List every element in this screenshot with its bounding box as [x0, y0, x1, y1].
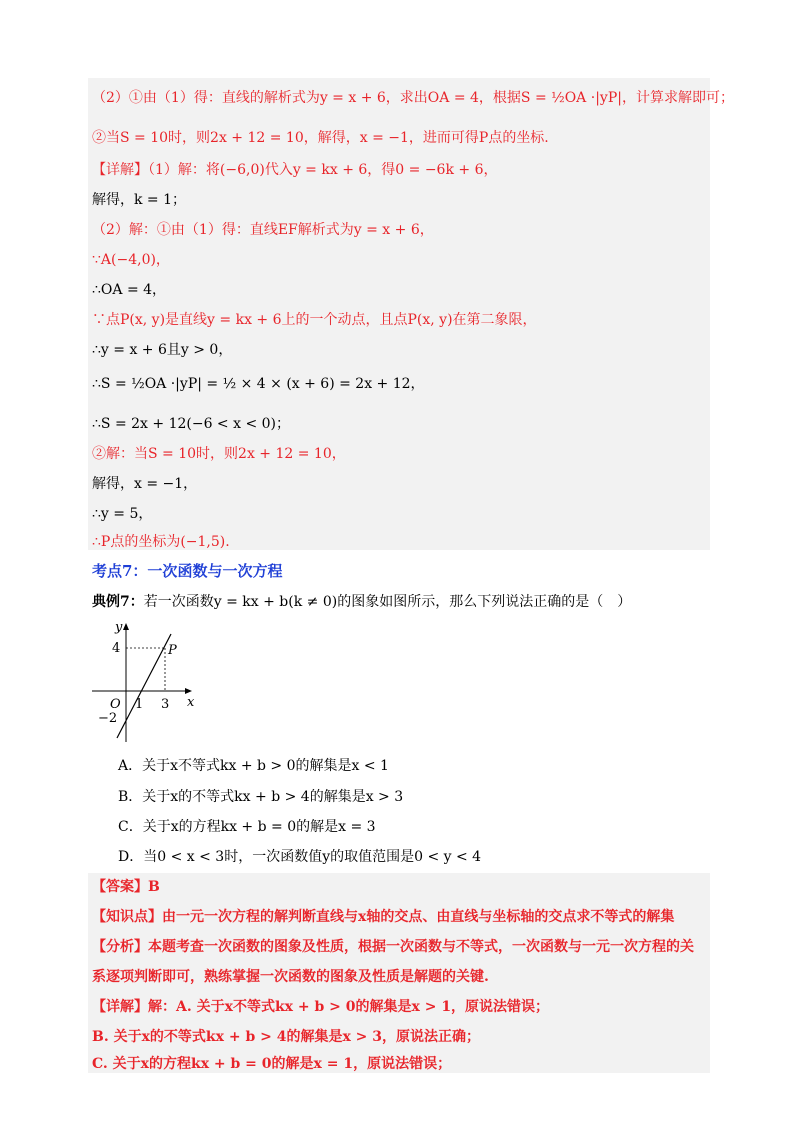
x-tick-3: 3: [161, 697, 170, 712]
analysis-line-cont: 系逐项判断即可，熟练掌握一次函数的图象及性质是解题的关键.: [92, 969, 489, 985]
point-p-label: P: [168, 643, 177, 658]
y-axis-arrow: [123, 623, 129, 630]
function-graph: [88, 614, 208, 744]
answer-detail-a: 【详解】解：A. 关于x不等式kx + b > 0的解集是x > 1，原说法错误；: [92, 999, 550, 1015]
detail-line-7: ∴y = x + 6且y > 0，: [92, 342, 233, 358]
detail-line-12: ∴y = 5，: [92, 506, 153, 522]
y-axis-label: y: [115, 620, 123, 635]
example-text: 若一次函数y = kx + b(k ≠ 0)的图象如图所示，那么下列说法正确的是（ ）: [143, 594, 632, 610]
answer-line: 【答案】B: [92, 879, 160, 895]
x-axis-label: x: [187, 695, 195, 710]
analysis-line-2: （2）①由（1）得：直线的解析式为y = x + 6，求出OA = 4，根据S = ½OA ·|yP|，计算求解即可；: [92, 90, 734, 106]
option-c: C．关于x的方程kx + b = 0的解是x = 3: [118, 819, 376, 835]
detail-line-3: （2）解：①由（1）得：直线EF解析式为y = x + 6，: [92, 222, 434, 238]
y-tick-minus-2: −2: [98, 711, 118, 726]
option-a: A．关于x不等式kx + b > 0的解集是x < 1: [118, 758, 389, 774]
detail-line-4: ∵A(−4,0)，: [92, 252, 170, 268]
section-title: 考点7：一次函数与一次方程: [92, 562, 283, 580]
analysis-line-3: ②当S = 10时，则2x + 12 = 10，解得，x = −1，进而可得P点的坐标.: [92, 130, 549, 146]
x-axis-arrow: [185, 688, 192, 694]
detail-line-2: 解得，k = 1；: [92, 192, 187, 208]
analysis-line-1: 【分析】本题考查一次函数的图象及性质，根据一次函数与不等式，一次函数与一元一次方程的关: [92, 939, 694, 955]
detail-line-1: 【详解】（1）解：将(−6,0)代入y = kx + 6，得0 = −6k + 6，: [92, 162, 498, 178]
example-label: 典例7：: [92, 594, 144, 610]
detail-line-10: ②解：当S = 10时，则2x + 12 = 10，: [92, 446, 346, 462]
answer-detail-c: C. 关于x的方程kx + b = 0的解是x = 1，原说法错误；: [92, 1056, 452, 1072]
detail-line-5: ∴OA = 4，: [92, 282, 167, 298]
x-tick-1: 1: [135, 697, 144, 712]
detail-line-8: ∴S = ½OA ·|yP| = ½ × 4 × (x + 6) = 2x + 12，: [92, 376, 425, 392]
function-line: [117, 634, 171, 738]
detail-line-6: ∵点P(x, y)是直线y = kx + 6上的一个动点，且点P(x, y)在第二象限，: [92, 312, 537, 328]
option-b: B．关于x的不等式kx + b > 4的解集是x > 3: [118, 789, 404, 805]
origin-label: O: [110, 697, 121, 712]
detail-line-9: ∴S = 2x + 12(−6 < x < 0)；: [92, 416, 291, 432]
answer-detail-b: B. 关于x的不等式kx + b > 4的解集是x > 3，原说法正确；: [92, 1029, 481, 1045]
option-d: D．当0 < x < 3时，一次函数值y的取值范围是0 < y < 4: [118, 849, 482, 865]
y-tick-4: 4: [112, 641, 121, 656]
example-question: [92, 592, 631, 612]
knowledge-point-line: 【知识点】由一元一次方程的解判断直线与x轴的交点、由直线与坐标轴的交点求不等式的解集: [92, 909, 675, 925]
detail-line-11: 解得，x = −1，: [92, 476, 198, 492]
detail-line-13: ∴P点的坐标为(−1,5).: [92, 534, 230, 550]
